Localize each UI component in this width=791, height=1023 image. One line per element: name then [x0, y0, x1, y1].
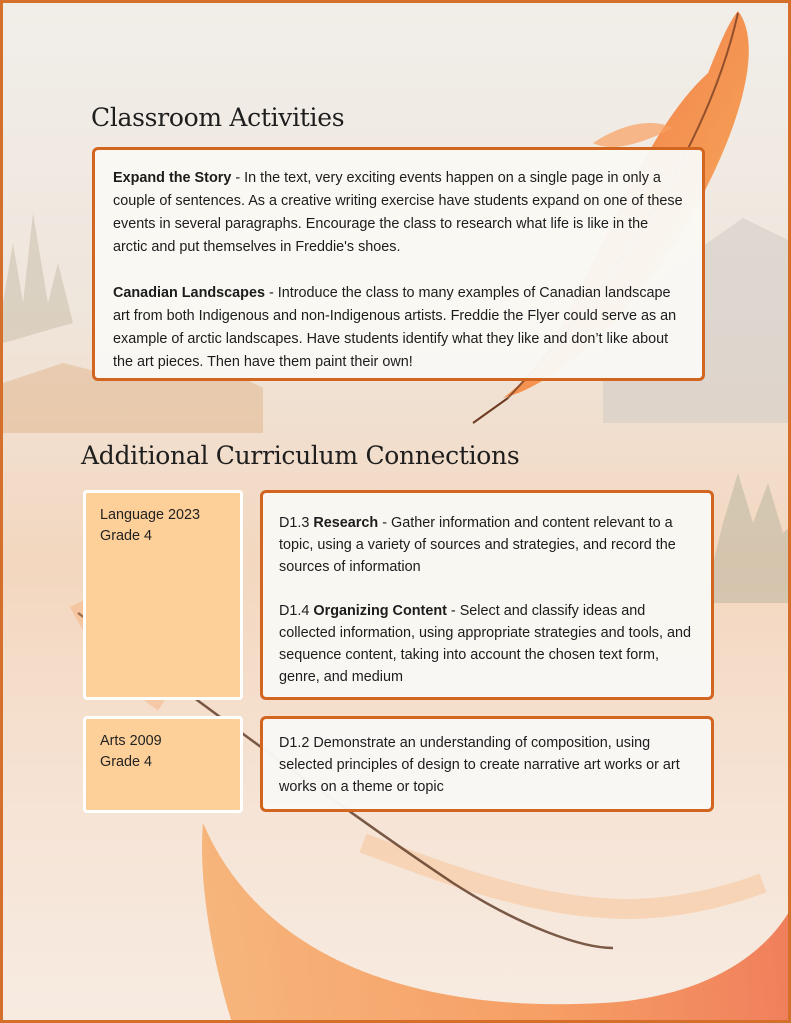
expectation-code: D1.3 [279, 515, 314, 531]
classroom-activities-box [92, 147, 705, 381]
expectation-d1-2: D1.2 Demonstrate an understanding of composition, using selected principles of design to create narrative art works or art works on a theme or topic [279, 735, 680, 795]
activity-canadian-landscapes [113, 282, 684, 374]
expectation-body: - Gather information and content relevant to a topic, using a variety of sources and strategies, and record the sources of information [279, 515, 676, 575]
expectation-code: D1.4 [279, 603, 314, 619]
classroom-activities-heading: Classroom Activities [91, 103, 345, 132]
activity-title: Expand the Story [113, 170, 232, 186]
expectation-d1-3 [279, 512, 695, 578]
arts-expectations-box [260, 716, 714, 812]
language-subject-tag [83, 490, 243, 700]
expectation-title: Organizing Content [313, 603, 447, 619]
expectation-d1-4 [279, 600, 695, 688]
activity-expand-story [113, 167, 684, 259]
subject-name: Arts 2009 [100, 733, 162, 749]
language-expectations-box [260, 490, 714, 700]
activity-body: - Introduce the class to many examples of Canadian landscape art from both Indigenous and non-Indigenous artists. Freddie the Flyer could serve as an example of arctic landscapes. Have students identify what they like and don’t like about the art pieces. Then have them paint their own! [113, 285, 677, 370]
subject-grade: Grade 4 [100, 754, 152, 770]
expectation-title: Research [313, 515, 379, 531]
curriculum-connections-heading: Additional Curriculum Connections [81, 441, 520, 470]
arts-subject-tag [83, 716, 243, 813]
subject-grade: Grade 4 [100, 528, 152, 544]
expectation-body: - Select and classify ideas and collected information, using appropriate strategies and tools, and sequence content, taking into account the chosen text form, genre, and medium [279, 603, 691, 685]
activity-title: Canadian Landscapes [113, 285, 265, 301]
activity-body: - In the text, very exciting events happen on a single page in only a couple of sentences. As a creative writing exercise have students expand on one of these events in several paragraphs. Encourage the class to research what life is like in the arctic and put themselves in Freddie's shoes. [113, 170, 683, 255]
subject-name: Language 2023 [100, 507, 201, 523]
